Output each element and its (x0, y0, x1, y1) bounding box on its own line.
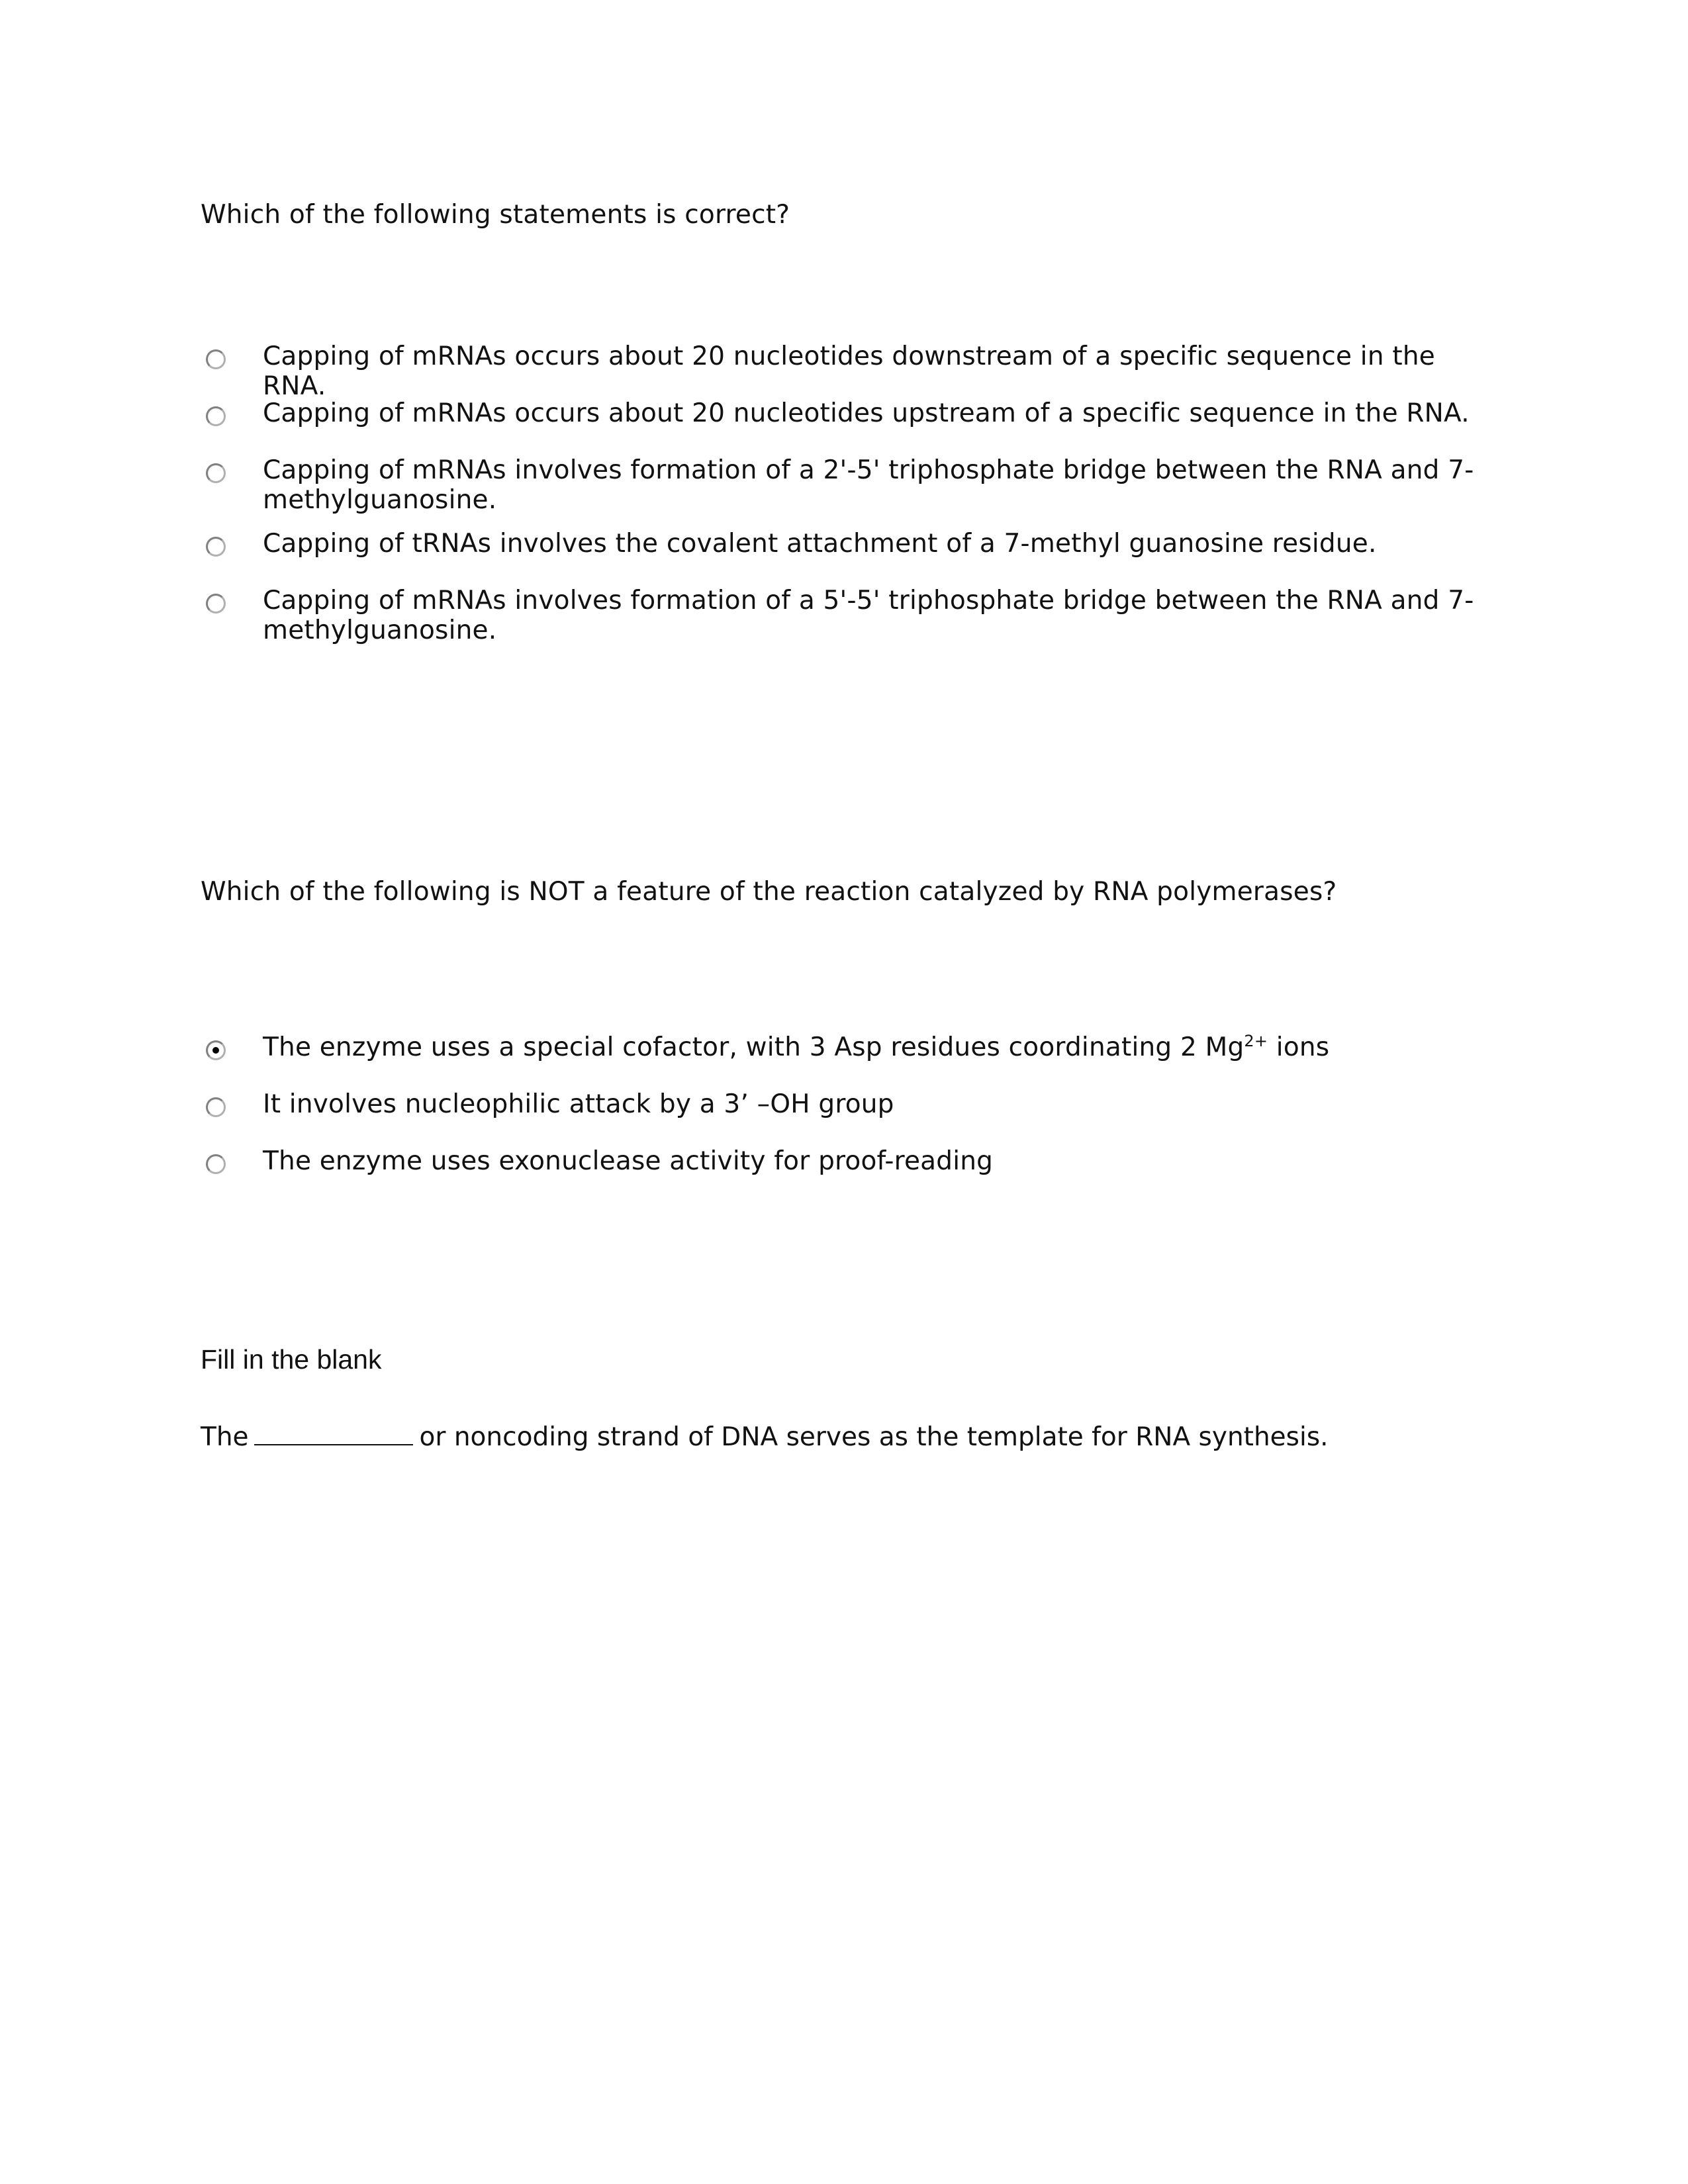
q2-option-3-radio[interactable] (206, 1154, 226, 1174)
q1-option-2-label[interactable]: Capping of mRNAs occurs about 20 nucleotides upstream of a specific sequence in the RNA. (263, 398, 1470, 428)
q1-option-3-radio[interactable] (206, 463, 226, 483)
q2-option-1-radio-selected[interactable] (206, 1040, 226, 1060)
q1-option-5-label[interactable]: Capping of mRNAs involves formation of a 5'-5' triphosphate bridge between the RNA and 7-methylguanosine. (263, 586, 1474, 645)
q2-option-1-superscript: 2+ (1244, 1032, 1268, 1050)
q2-option-2-radio[interactable] (206, 1097, 226, 1117)
question-1-prompt: Which of the following statements is correct? (201, 200, 790, 230)
q1-option-2-radio[interactable] (206, 406, 226, 426)
q1-option-4-radio[interactable] (206, 537, 226, 557)
fill-after-blank: or noncoding strand of DNA serves as the template for RNA synthesis. (419, 1422, 1329, 1452)
q1-option-3-label[interactable]: Capping of mRNAs involves formation of a 2'-5' triphosphate bridge between the RNA and 7-methylguanosine. (263, 455, 1474, 515)
q1-option-1-label[interactable]: Capping of mRNAs occurs about 20 nucleotides downstream of a specific sequence in the RNA. (263, 341, 1435, 401)
q1-option-4-label[interactable]: Capping of tRNAs involves the covalent attachment of a 7-methyl guanosine residue. (263, 529, 1377, 559)
q2-option-3-label[interactable]: The enzyme uses exonuclease activity for proof-reading (263, 1146, 994, 1176)
q2-option-1-label[interactable] (263, 1032, 1481, 1062)
fill-before-blank: The (201, 1422, 249, 1452)
q2-option-1-text-after: ions (1268, 1032, 1330, 1062)
q2-option-1-text: The enzyme uses a special cofactor, with 3 Asp residues coordinating 2 Mg (263, 1032, 1244, 1062)
q1-option-5-radio[interactable] (206, 594, 226, 614)
question-2-prompt: Which of the following is NOT a feature of the reaction catalyzed by RNA polymerases? (201, 877, 1337, 907)
q1-option-1-radio[interactable] (206, 349, 226, 369)
blank-answer-field[interactable] (254, 1422, 413, 1445)
fill-in-blank-title: Fill in the blank (201, 1344, 382, 1375)
q2-option-2-label[interactable]: It involves nucleophilic attack by a 3’ –OH group (263, 1089, 894, 1119)
fill-in-blank-sentence (201, 1422, 1329, 1453)
